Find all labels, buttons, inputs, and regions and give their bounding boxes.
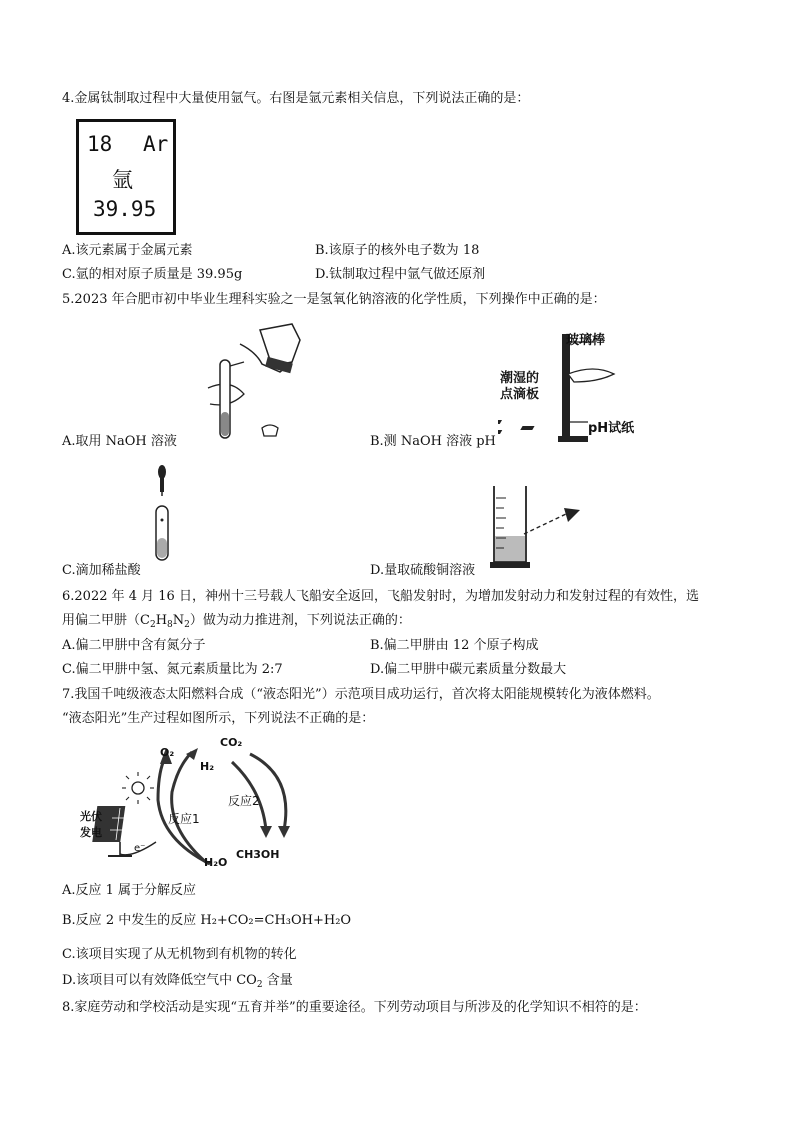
label-pv-2: 发电 bbox=[80, 826, 102, 839]
label-wet-plate-2: 点滴板 bbox=[500, 387, 540, 402]
q7-option-d-sub: 2 bbox=[256, 980, 263, 990]
q6-stem-post: ）做为动力推进剂，下列说法正确的： bbox=[189, 613, 411, 628]
label-h2: H₂ bbox=[200, 760, 215, 773]
label-ch3oh: CH3OH bbox=[236, 848, 280, 861]
element-name: 氩 bbox=[112, 168, 133, 192]
q7-option-b: B.反应 2 中发生的反应 H₂+CO₂=CH₃OH+H₂O bbox=[62, 913, 352, 928]
q4-option-b: B.该原子的核外电子数为 18 bbox=[315, 243, 480, 258]
q4-option-d: D.钛制取过程中氩气做还原剂 bbox=[315, 267, 486, 282]
q6-sub-c: 2 bbox=[149, 620, 156, 630]
q7-option-d-pre: D.该项目可以有效降低空气中 CO bbox=[62, 973, 257, 988]
q5-option-a: A.取用 NaOH 溶液 bbox=[62, 434, 177, 449]
label-h2o: H₂O bbox=[204, 856, 228, 869]
q7-option-a: A.反应 1 属于分解反应 bbox=[62, 883, 197, 898]
q7-option-c: C.该项目实现了从无机物到有机物的转化 bbox=[62, 947, 297, 962]
q6-option-d: D.偏二甲肼中碳元素质量分数最大 bbox=[370, 662, 567, 677]
q6-formula-h: H bbox=[155, 613, 168, 628]
q6-sub-h: 8 bbox=[167, 620, 173, 630]
q6-formula-n: N bbox=[172, 613, 185, 628]
label-o2: O₂ bbox=[160, 746, 175, 759]
label-wet-plate-1: 潮湿的 bbox=[500, 371, 540, 386]
q4-option-a: A.该元素属于金属元素 bbox=[62, 243, 193, 258]
label-pv-1: 光伏 bbox=[80, 810, 102, 823]
q7-stem-line2: “液态阳光”生产过程如图所示，下列说法不正确的是： bbox=[62, 711, 375, 726]
argon-element-card bbox=[76, 119, 176, 235]
label-co2: CO₂ bbox=[220, 736, 243, 749]
q6-option-b: B.偏二甲肼由 12 个原子构成 bbox=[370, 638, 539, 653]
q5-option-d: D.量取硫酸铜溶液 bbox=[370, 563, 476, 578]
label-glass-rod: 玻璃棒 bbox=[566, 333, 606, 348]
label-ph-paper: pH试纸 bbox=[588, 421, 635, 436]
label-reaction-2: 反应2 bbox=[228, 794, 260, 808]
atomic-number: 18 bbox=[87, 132, 113, 156]
q6-stem-line2 bbox=[62, 612, 411, 634]
q4-option-c: C.氩的相对原子质量是 39.95g bbox=[62, 267, 243, 282]
fig-graduated-cylinder bbox=[486, 478, 586, 573]
q7-stem-line1: 7.我国千吨级液态太阳燃料合成（“液态阳光”）示范项目成功运行，首次将太阳能规模转化为液体燃料。 bbox=[62, 687, 660, 702]
q8-stem: 8.家庭劳动和学校活动是实现“五育并举”的重要途径。下列劳动项目与所涉及的化学知识不相符的是： bbox=[62, 1000, 647, 1015]
q6-option-c: C.偏二甲肼中氢、氮元素质量比为 2:7 bbox=[62, 662, 283, 677]
q7-option-d-post: 含量 bbox=[262, 973, 293, 988]
fig-pour-solution bbox=[200, 322, 320, 442]
q5-stem: 5.2023 年合肥市初中毕业生理科实验之一是氢氧化钠溶液的化学性质，下列操作中正确的是： bbox=[62, 292, 606, 307]
label-electron: e⁻ bbox=[134, 843, 146, 854]
q6-stem-pre: 用偏二甲肼（C bbox=[62, 613, 150, 628]
q7-option-d bbox=[62, 972, 293, 994]
q4-stem: 4.金属钛制取过程中大量使用氩气。右图是氩元素相关信息，下列说法正确的是： bbox=[62, 91, 530, 106]
q6-stem-line1: 6.2022 年 4 月 16 日，神州十三号载人飞船安全返回，飞船发射时，为增加发射动力和发射过程的有效性，选 bbox=[62, 589, 699, 604]
q6-sub-n: 2 bbox=[184, 620, 190, 630]
q5-option-b: B.测 NaOH 溶液 pH bbox=[370, 434, 496, 449]
atomic-mass: 39.95 bbox=[93, 197, 157, 221]
element-symbol: Ar bbox=[143, 132, 169, 156]
label-reaction-1: 反应1 bbox=[168, 812, 200, 826]
q5-option-c: C.滴加稀盐酸 bbox=[62, 563, 141, 578]
q6-option-a: A.偏二甲肼中含有氮分子 bbox=[62, 638, 206, 653]
fig-dropper bbox=[148, 464, 188, 564]
